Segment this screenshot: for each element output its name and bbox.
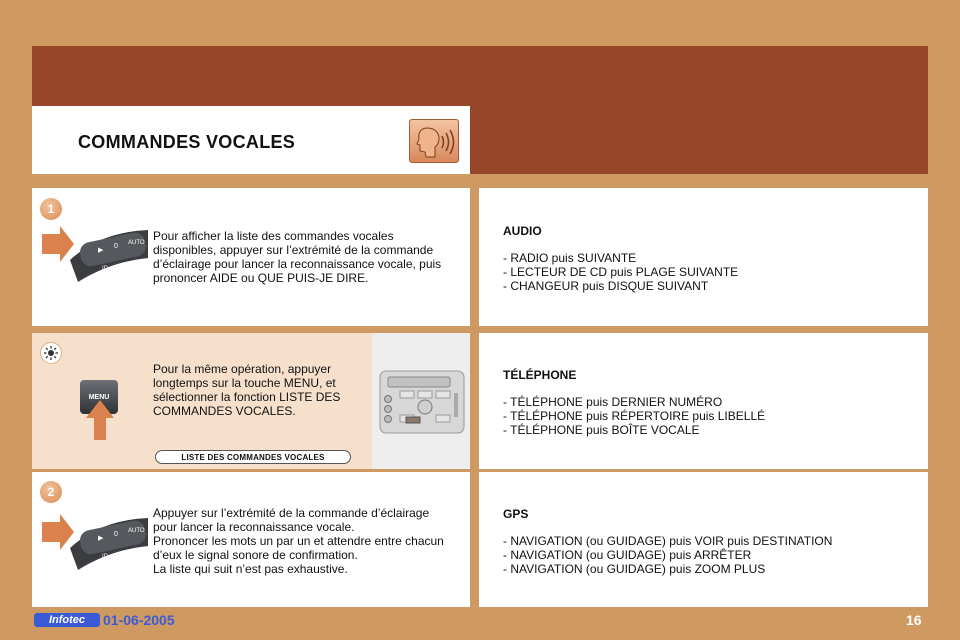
speaking-head-icon: [409, 119, 459, 163]
step-2-badge: 2: [40, 481, 62, 503]
edition-date: 01-06-2005: [103, 612, 175, 628]
panel-3-line: d’eux le signal sonore de confirmation.: [153, 548, 358, 562]
list-item: - NAVIGATION (ou GUIDAGE) puis VOIR puis DESTINATION: [503, 534, 832, 548]
list-item: - LECTEUR DE CD puis PLAGE SUIVANTE: [503, 265, 738, 279]
svg-text:▶: ▶: [98, 535, 104, 542]
panel-2-text: Pour la même opération, appuyer longtemps sur la touche MENU, et sélectionner la fonction LISTE DES COMMANDES VOCALES.: [153, 362, 341, 418]
audio-heading: AUDIO: [503, 224, 542, 238]
panel-3-line: La liste qui suit n’est pas exhaustive.: [153, 562, 348, 576]
list-item: - CHANGEUR puis DISQUE SUIVANT: [503, 279, 738, 293]
svg-text:ID: ID: [102, 554, 108, 560]
page-number: 16: [906, 612, 922, 628]
lighting-stalk-illustration-2: [40, 510, 150, 580]
panel-3-line: Appuyer sur l’extrémité de la commande d’éclairage: [153, 506, 430, 520]
gps-command-list: [503, 534, 832, 576]
radio-console-image: [372, 333, 470, 469]
pointer-arrow-icon: [42, 514, 74, 550]
svg-text:0: 0: [114, 243, 118, 250]
svg-text:0: 0: [114, 531, 118, 538]
list-item: - NAVIGATION (ou GUIDAGE) puis ARRÊTER: [503, 548, 832, 562]
voice-commands-list-button[interactable]: LISTE DES COMMANDES VOCALES: [155, 450, 351, 464]
pointer-arrow-icon: [86, 400, 114, 440]
list-item: - TÉLÉPHONE puis RÉPERTOIRE puis LIBELLÉ: [503, 409, 765, 423]
pointer-arrow-icon: [42, 226, 74, 262]
gps-heading: GPS: [503, 507, 529, 521]
sun-icon: [40, 342, 62, 364]
list-item: - NAVIGATION (ou GUIDAGE) puis ZOOM PLUS: [503, 562, 832, 576]
audio-command-list: [503, 251, 738, 293]
page-title: COMMANDES VOCALES: [78, 132, 296, 152]
telephone-heading: TÉLÉPHONE: [503, 368, 577, 382]
infotec-logo: Infotec: [34, 613, 100, 627]
menu-key-illustration: MENU: [80, 380, 118, 414]
telephone-command-list: [503, 395, 765, 437]
svg-text:ID: ID: [102, 266, 108, 272]
panel-3-text: [153, 506, 468, 576]
step-1-badge: 1: [40, 198, 62, 220]
panel-1-text: Pour afficher la liste des commandes vocales disponibles, appuyer sur l’extrémité de la commande d’éclairage pour lancer la reconnaissance vocale, puis prononcer AIDE ou QUE PUIS-JE DIRE.: [153, 229, 442, 285]
list-item: - RADIO puis SUIVANTE: [503, 251, 738, 265]
svg-text:▶: ▶: [98, 247, 104, 254]
panel-3-line: Prononcer les mots un par un et attendre entre chacun: [153, 534, 444, 548]
lighting-stalk-illustration-1: [40, 222, 150, 292]
panel-3-line: pour lancer la reconnaissance vocale.: [153, 520, 355, 534]
list-item: - TÉLÉPHONE puis BOÎTE VOCALE: [503, 423, 765, 437]
svg-text:AUTO: AUTO: [128, 240, 145, 246]
list-item: - TÉLÉPHONE puis DERNIER NUMÉRO: [503, 395, 765, 409]
svg-text:AUTO: AUTO: [128, 528, 145, 534]
